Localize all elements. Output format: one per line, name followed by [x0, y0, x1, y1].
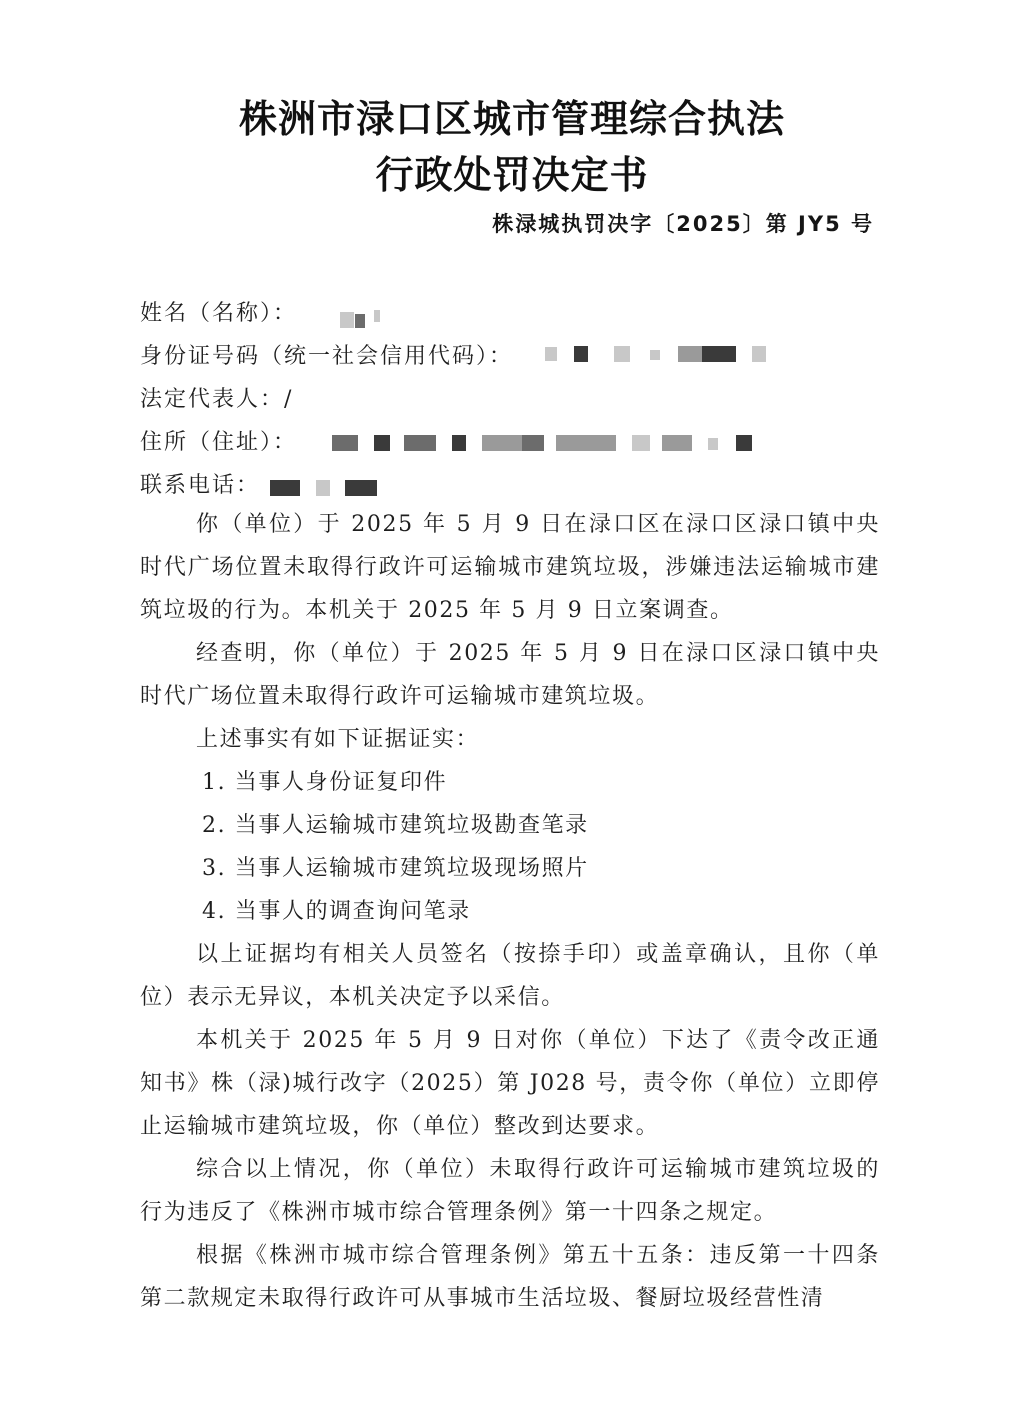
legal-rep-label: 法定代表人：	[140, 387, 285, 412]
id-number-label: 身份证号码（统一社会信用代码）：	[140, 344, 514, 369]
address-label: 住所（住址）：	[140, 430, 298, 455]
evidence-item: 4. 当事人的调查询问笔录	[202, 899, 471, 924]
phone-field	[140, 468, 260, 499]
address-field	[140, 425, 297, 456]
name-field	[140, 296, 297, 327]
case-paragraph: 你（单位）于 2025 年 5 月 9 日在渌口区在渌口区渌口镇中央时代广场位置未取得行政许可运输城市建筑垃圾，涉嫌违法运输城市建筑垃圾的行为。本机关于 2025 年 5 月 9 日立案调查。	[140, 512, 880, 623]
legal-rep-field	[140, 382, 293, 413]
correction-notice-paragraph: 本机关于 2025 年 5 月 9 日对你（单位）下达了《责令改正通知书》株（渌)城行改字（2025）第 J028 号，责令你（单位）立即停止运输城市建筑垃圾，你（单位）整改到达要求。	[140, 1028, 880, 1139]
document-number: 株渌城执罚决字〔2025〕第 JY5 号	[492, 212, 874, 236]
evidence-item: 2. 当事人运输城市建筑垃圾勘查笔录	[202, 813, 589, 838]
legal-basis-paragraph: 根据《株洲市城市综合管理条例》第五十五条：违反第一十四条第二款规定未取得行政许可从事城市生活垃圾、餐厨垃圾经营性清	[140, 1243, 880, 1311]
evidence-confirmation-paragraph: 以上证据均有相关人员签名（按捺手印）或盖章确认，且你（单位）表示无异议，本机关决定予以采信。	[140, 942, 880, 1010]
id-number-field	[140, 339, 513, 370]
findings-paragraph: 经查明，你（单位）于 2025 年 5 月 9 日在渌口区渌口镇中央时代广场位置未取得行政许可运输城市建筑垃圾。	[140, 641, 880, 709]
document-title-line2: 行政处罚决定书	[375, 153, 649, 197]
evidence-item: 1. 当事人身份证复印件	[202, 770, 448, 795]
evidence-item: 3. 当事人运输城市建筑垃圾现场照片	[202, 856, 589, 881]
name-label: 姓名（名称）：	[140, 301, 298, 326]
document-title-line1: 株洲市渌口区城市管理综合执法	[238, 97, 785, 141]
phone-label: 联系电话：	[140, 473, 261, 498]
decision-body	[140, 503, 880, 1320]
evidence-intro: 上述事实有如下证据证实：	[196, 727, 480, 752]
legal-rep-value: /	[284, 387, 294, 412]
violation-paragraph: 综合以上情况，你（单位）未取得行政许可运输城市建筑垃圾的行为违反了《株洲市城市综合管理条例》第一十四条之规定。	[140, 1157, 880, 1225]
